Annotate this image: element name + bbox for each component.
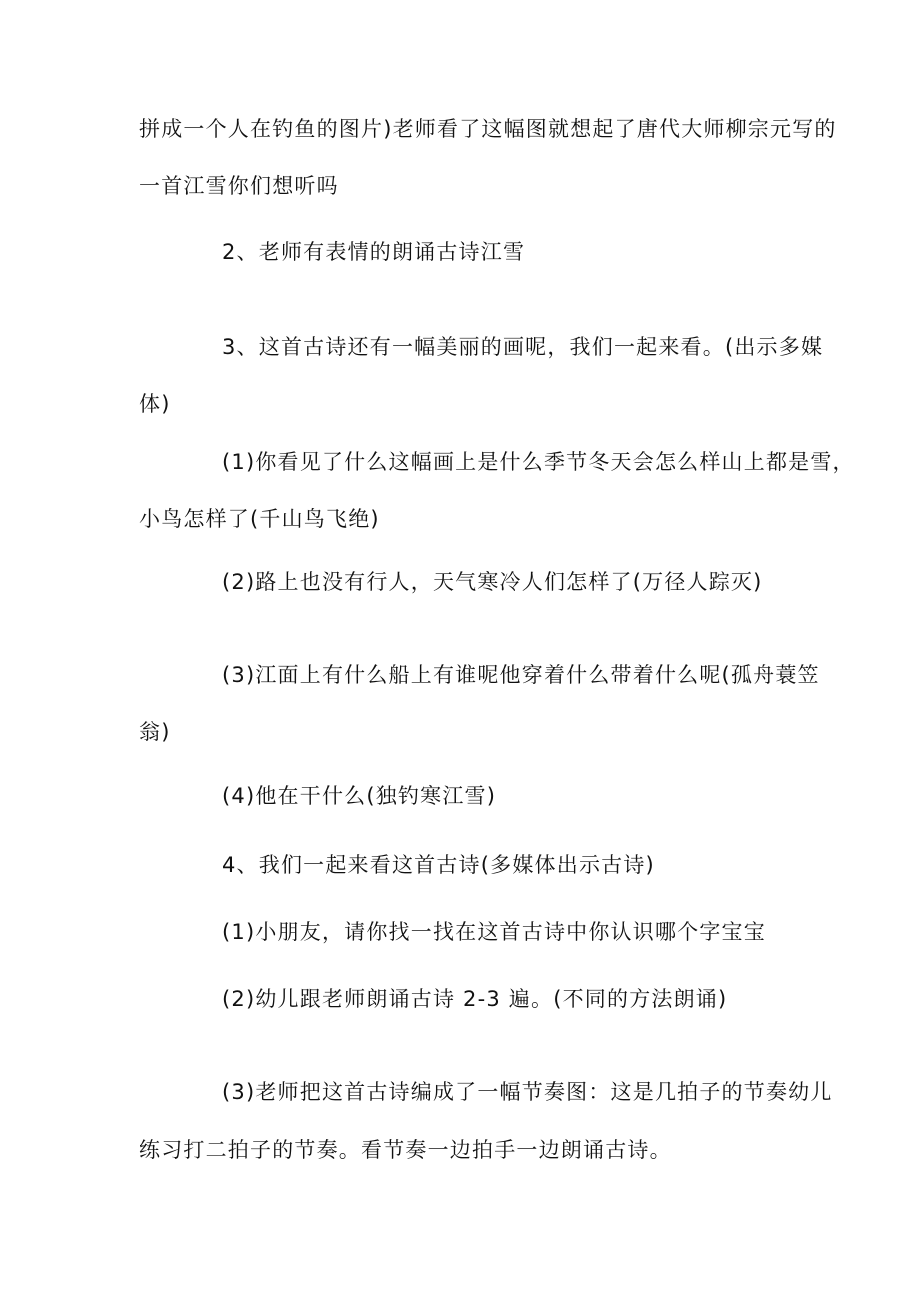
sub-item-3: (3)老师把这首古诗编成了一幅节奏图：这是几拍子的节奏幼儿 <box>222 1080 833 1104</box>
paragraph-line: 体) <box>139 392 171 416</box>
step-4-heading: 4、我们一起来看这首古诗(多媒体出示古诗) <box>222 853 655 877</box>
sub-item-4: (4)他在干什么(独钓寒江雪) <box>222 784 497 808</box>
sub-item-2: (2)幼儿跟老师朗诵古诗 2-3 遍。(不同的方法朗诵) <box>222 987 728 1011</box>
paragraph-line: 翁) <box>139 720 171 744</box>
sub-item-1: (1)你看见了什么这幅画上是什么季节冬天会怎么样山上都是雪， <box>222 450 855 474</box>
paragraph-line: 练习打二拍子的节奏。看节奏一边拍手一边朗诵古诗。 <box>139 1138 672 1162</box>
sub-item-3: (3)江面上有什么船上有谁呢他穿着什么带着什么呢(孤舟蓑笠 <box>222 663 820 687</box>
sub-item-2: (2)路上也没有行人，天气寒冷人们怎样了(万径人踪灭) <box>222 570 763 594</box>
paragraph-line: 拼成一个人在钓鱼的图片)老师看了这幅图就想起了唐代大师柳宗元写的 <box>139 117 837 141</box>
sub-item-1: (1)小朋友，请你找一找在这首古诗中你认识哪个字宝宝 <box>222 920 766 944</box>
step-2-heading: 2、老师有表情的朗诵古诗江雪 <box>222 240 526 264</box>
paragraph-line: 一首江雪你们想听吗 <box>139 174 339 198</box>
paragraph-line: 小鸟怎样了(千山鸟飞绝) <box>139 507 380 531</box>
step-3-heading: 3、这首古诗还有一幅美丽的画呢，我们一起来看。(出示多媒 <box>222 335 824 359</box>
